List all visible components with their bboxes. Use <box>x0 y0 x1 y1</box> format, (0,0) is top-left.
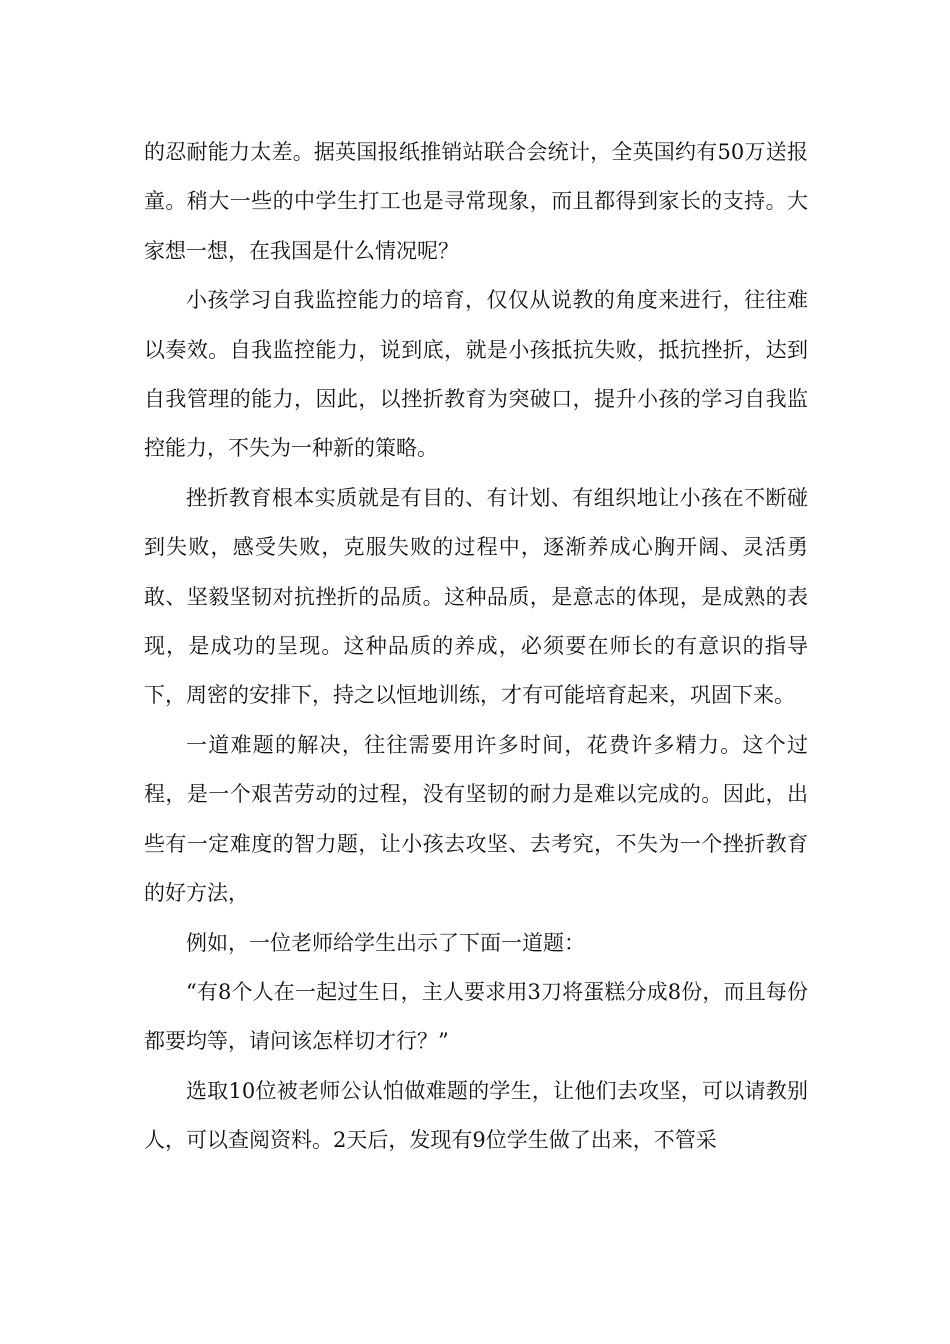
paragraph-6: “有8个人在一起过生日，主人要求用3刀将蛋糕分成8份，而且每份都要均等，请问该怎样切才行？” <box>144 979 808 1054</box>
paragraph-3: 挫折教育根本实质就是有目的、有计划、有组织地让小孩在不断碰到失败，感受失败，克服失败的过程中，逐渐养成心胸开阔、灵活勇敢、坚毅坚韧对抗挫折的品质。这种品质，是意志的体现，是成熟的表现，是成功的呈现。这种品质的养成，必须要在师长的有意识的指导下，周密的安排下，持之以恒地训练，才有可能培育起来，巩固下来。 <box>144 485 808 708</box>
paragraph-5: 例如，一位老师给学生出示了下面一道题： <box>186 930 585 955</box>
body-text <box>144 128 808 1166</box>
paragraph-2: 小孩学习自我监控能力的培育，仅仅从说教的角度来进行，往往难以奏效。自我监控能力，说到底，就是小孩抵抗失败，抵抗挫折，达到自我管理的能力，因此，以挫折教育为突破口，提升小孩的学习自我监控能力，不失为一种新的策略。 <box>144 288 808 461</box>
paragraph-4: 一道难题的解决，往往需要用许多时间，花费许多精力。这个过程，是一个艰苦劳动的过程，没有坚韧的耐力是难以完成的。因此，出些有一定难度的智力题，让小孩去攻坚、去考究，不失为一个挫折教育的好方法， <box>144 732 808 906</box>
paragraph-7: 选取10位被老师公认怕做难题的学生，让他们去攻坚，可以请教别人，可以查阅资料。2天后，发现有9位学生做了出来，不管采 <box>144 1078 808 1153</box>
paragraph-1: 的忍耐能力太差。据英国报纸推销站联合会统计，全英国约有50万送报童。稍大一些的中学生打工也是寻常现象，而且都得到家长的支持。大家想一想，在我国是什么情况呢？ <box>144 140 808 263</box>
